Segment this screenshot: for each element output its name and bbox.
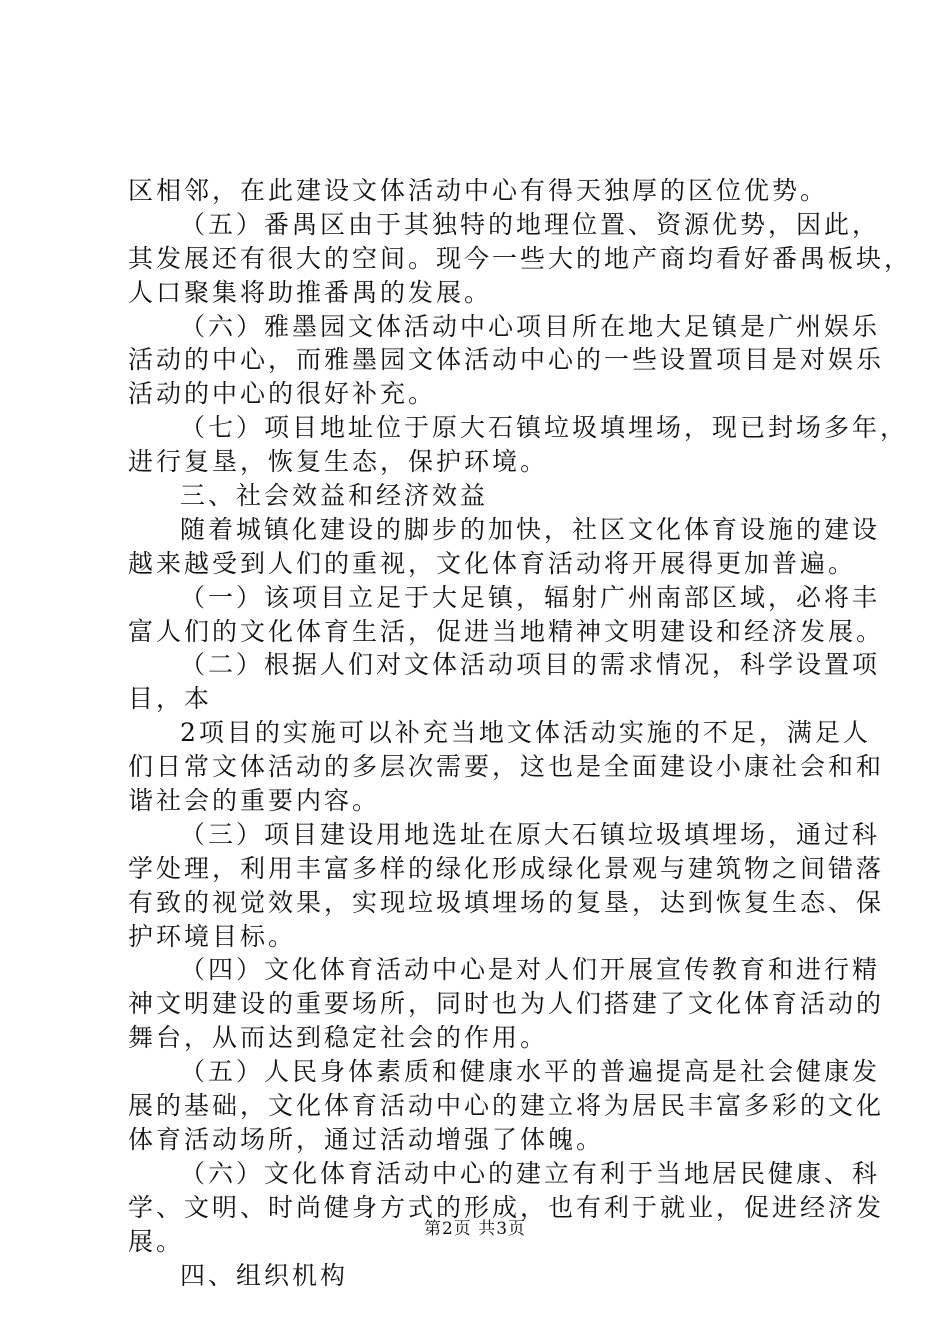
text-line: 有致的视觉效果，实现垃圾填埋场的复垦，达到恢复生态、保 bbox=[128, 887, 885, 917]
text-line: （六）文化体育活动中心的建立有利于当地居民健康、科 bbox=[180, 1158, 881, 1188]
text-line: 们日常文体活动的多层次需要，这也是全面建设小康社会和和 bbox=[128, 752, 885, 782]
text-line: 学、文明、时尚健身方式的形成，也有利于就业，促进经济发 bbox=[128, 1192, 885, 1222]
text-line: 展的基础，文化体育活动中心的建立将为居民丰富多彩的文化 bbox=[128, 1091, 885, 1121]
text-line: 神文明建设的重要场所，同时也为人们搭建了文化体育活动的 bbox=[128, 989, 885, 1019]
text-line: 学处理，利用丰富多样的绿化形成绿化景观与建筑物之间错落 bbox=[128, 853, 885, 883]
text-line: 展。 bbox=[128, 1226, 185, 1256]
text-line: （六）雅墨园文体活动中心项目所在地大足镇是广州娱乐 bbox=[180, 311, 881, 341]
text-line: 进行复垦，恢复生态，保护环境。 bbox=[128, 447, 549, 477]
text-line: （一）该项目立足于大足镇，辐射广州南部区域，必将丰 bbox=[180, 582, 881, 612]
text-line: 人口聚集将助推番禺的发展。 bbox=[128, 277, 493, 307]
text-line: 其发展还有很大的空间。现今一些大的地产商均看好番禺板块， bbox=[128, 243, 913, 273]
section-heading: 三、社会效益和经济效益 bbox=[180, 481, 489, 511]
text-line: （五）人民身体素质和健康水平的普遍提高是社会健康发 bbox=[180, 1057, 881, 1087]
text-line: （五）番禺区由于其独特的地理位置、资源优势，因此， bbox=[180, 209, 881, 239]
text-line: 谐社会的重要内容。 bbox=[128, 786, 381, 816]
text-line: 舞台，从而达到稳定社会的作用。 bbox=[128, 1023, 549, 1053]
text-line: 目，本 bbox=[128, 684, 213, 714]
text-line: 活动的中心的很好补充。 bbox=[128, 379, 437, 409]
text-line: 2项目的实施可以补充当地文体活动实施的不足，满足人 bbox=[180, 718, 871, 748]
text-line: （四）文化体育活动中心是对人们开展宣传教育和进行精 bbox=[180, 955, 881, 985]
section-heading: 四、组织机构 bbox=[180, 1260, 349, 1290]
text-line: （三）项目建设用地选址在原大石镇垃圾填埋场，通过科 bbox=[180, 819, 881, 849]
text-line: （二）根据人们对文体活动项目的需求情况，科学设置项 bbox=[180, 650, 881, 680]
text-line: 随着城镇化建设的脚步的加快，社区文化体育设施的建设 bbox=[180, 514, 881, 544]
text-line: 富人们的文化体育生活，促进当地精神文明建设和经济发展。 bbox=[128, 616, 885, 646]
text-line: 越来越受到人们的重视，文化体育活动将开展得更加普遍。 bbox=[128, 548, 857, 578]
text-line: 活动的中心，而雅墨园文体活动中心的一些设置项目是对娱乐 bbox=[128, 345, 885, 375]
text-line: 护环境目标。 bbox=[128, 921, 297, 951]
text-line: 体育活动场所，通过活动增强了体魄。 bbox=[128, 1124, 605, 1154]
page-number-footer: 第2页 共3页 bbox=[423, 1219, 527, 1239]
text-line: （七）项目地址位于原大石镇垃圾填埋场，现已封场多年， bbox=[180, 413, 909, 443]
text-line: 区相邻，在此建设文体活动中心有得天独厚的区位优势。 bbox=[128, 176, 829, 205]
document-body bbox=[128, 174, 913, 1292]
